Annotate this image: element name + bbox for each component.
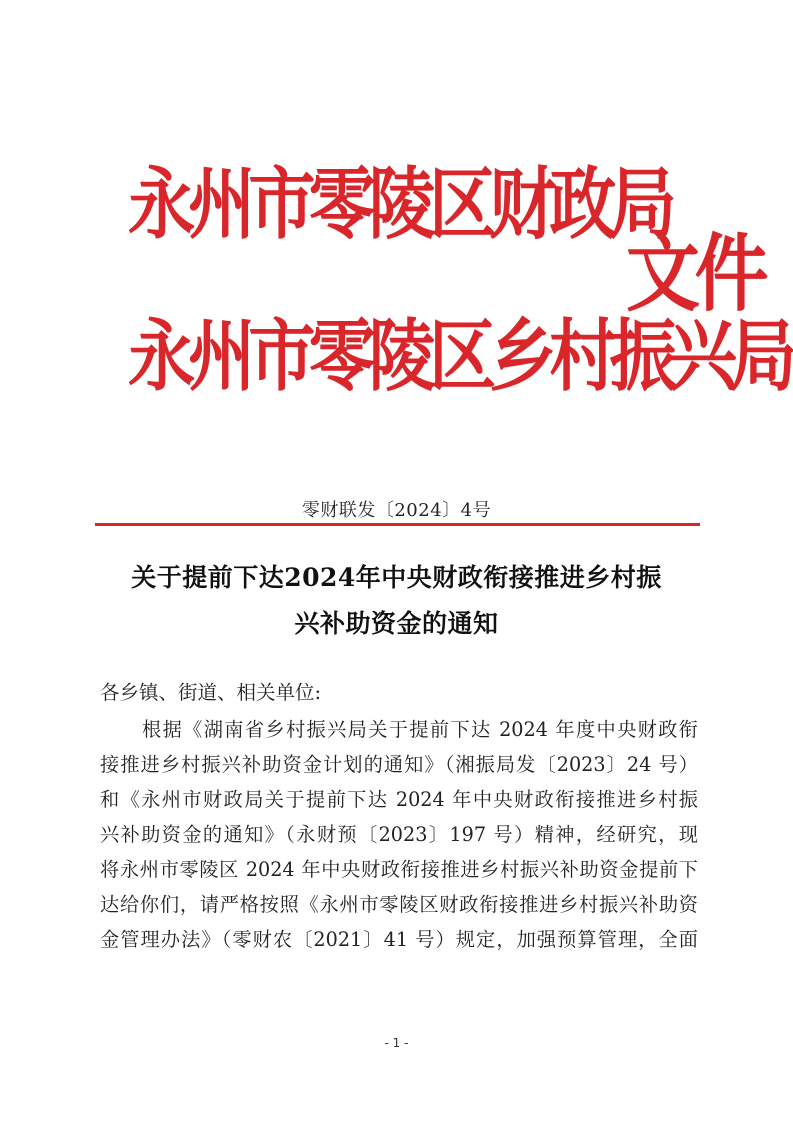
red-divider-line xyxy=(95,523,700,526)
document-title-line-2: 兴补助资金的通知 xyxy=(294,609,499,638)
issuer-name-rural-revitalization-bureau: 永州市零陵区乡村振兴局 xyxy=(128,312,791,402)
body-line: 接推进乡村振兴补助资金计划的通知》（湘振局发〔2023〕24 号） xyxy=(100,753,698,776)
body-line: 达给你们，请严格按照《永州市零陵区财政衔接推进乡村振兴补助资 xyxy=(100,893,698,916)
body-line: 金管理办法》（零财农〔2021〕41 号）规定，加强预算管理，全面 xyxy=(100,928,698,951)
document-title-line-1: 关于提前下达2024年中央财政衔接推进乡村振 xyxy=(131,563,662,592)
document-type-label: 文件 xyxy=(626,225,764,323)
page-number: - 1 - xyxy=(384,1036,409,1050)
body-line: 将永州市零陵区 2024 年中央财政衔接推进乡村振兴补助资金提前下 xyxy=(100,858,698,881)
issuer-name-finance-bureau: 永州市零陵区财政局 xyxy=(128,160,670,250)
issuer-header xyxy=(128,148,791,448)
document-title xyxy=(80,555,713,647)
body-line: 兴补助资金的通知》（永财预〔2023〕197 号）精神，经研究，现 xyxy=(100,823,698,846)
body-line: 和《永州市财政局关于提前下达 2024 年中央财政衔接推进乡村振 xyxy=(100,788,698,811)
body-line: 根据《湖南省乡村振兴局关于提前下达 2024 年度中央财政衔 xyxy=(142,718,698,741)
body-paragraph xyxy=(100,712,698,957)
salutation: 各乡镇、街道、相关单位: xyxy=(100,681,322,704)
document-number: 零财联发〔2024〕4号 xyxy=(301,500,492,521)
